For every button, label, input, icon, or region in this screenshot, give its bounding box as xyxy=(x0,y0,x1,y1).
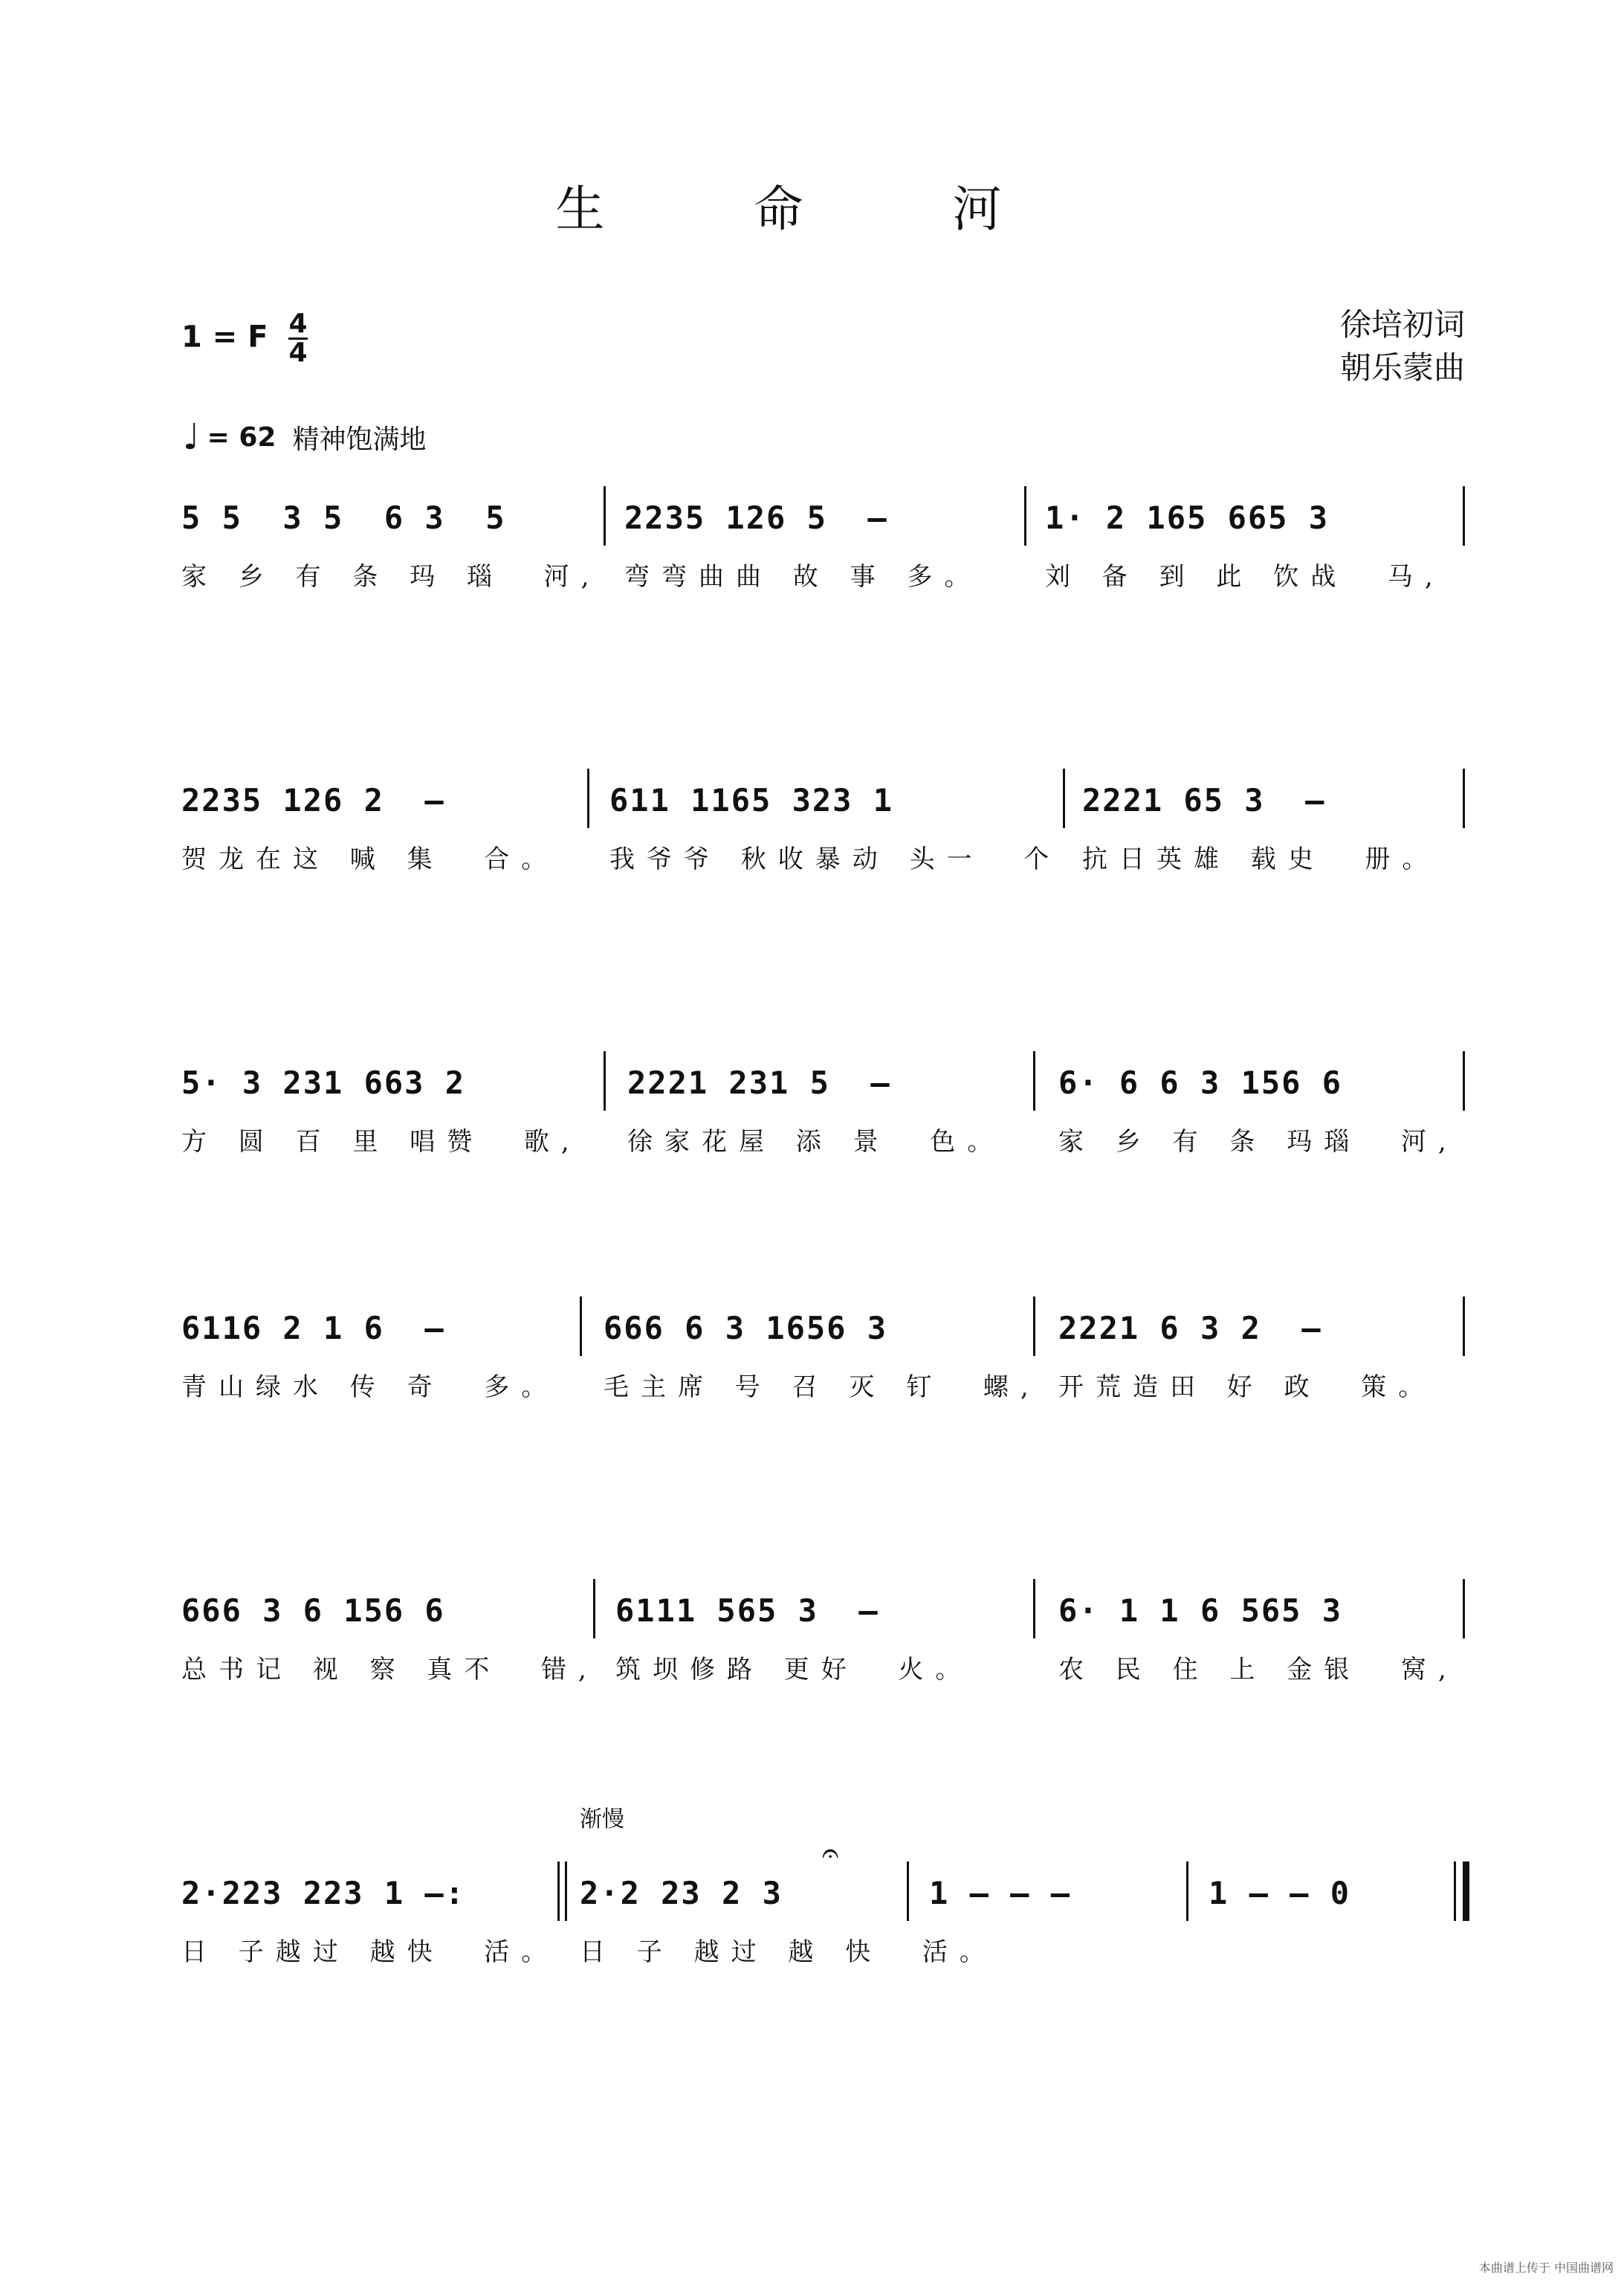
lyric-line: 徐家花屋 添 景 色。 xyxy=(627,1127,1005,1157)
final-barline xyxy=(1463,1861,1469,1921)
measure: 666 6 3 1656 3 xyxy=(604,1310,888,1346)
barline xyxy=(1024,486,1026,546)
key-label: 1 = F xyxy=(181,320,268,355)
measure: 2221 6 3 2 – xyxy=(1058,1310,1322,1346)
measure: 2235 126 2 – xyxy=(181,782,445,818)
lyric-line: 农 民 住 上 金银 窝, xyxy=(1058,1655,1458,1685)
barline xyxy=(1033,1579,1035,1638)
measure: 1 – – 0 xyxy=(1209,1875,1351,1911)
notes-row xyxy=(178,1875,1472,1927)
staff-system-4 xyxy=(178,1310,1472,1421)
lyric-line: 方 圆 百 里 唱赞 歌, xyxy=(181,1127,581,1157)
notes-row xyxy=(178,500,1472,552)
measure: 5· 3 231 663 2 xyxy=(181,1065,466,1101)
lyric-line: 家 乡 有 条 玛 瑙 河, xyxy=(181,562,601,592)
measure: 2221 231 5 – xyxy=(627,1065,891,1101)
lyrics-row xyxy=(178,1121,1472,1166)
composer: 朝乐蒙曲 xyxy=(1339,349,1465,386)
barline xyxy=(593,1579,595,1638)
lyrics-row xyxy=(178,556,1472,601)
tempo-expression: 精神饱满地 xyxy=(292,424,427,455)
measure: 2·223 223 1 –: xyxy=(181,1875,466,1911)
barline xyxy=(1186,1861,1188,1921)
measure: 6111 565 3 – xyxy=(615,1592,879,1629)
barline xyxy=(565,1861,567,1921)
staff-system-3 xyxy=(178,1065,1472,1176)
lyric-line: 总书记 视 察 真不 错, xyxy=(181,1655,598,1685)
notes-row xyxy=(178,1310,1472,1362)
credits xyxy=(1340,303,1465,390)
barline xyxy=(1033,1297,1035,1356)
key-signature xyxy=(181,311,308,366)
tempo-marking xyxy=(183,416,426,458)
lyricist: 徐培初词 xyxy=(1339,306,1465,343)
measure: 666 3 6 156 6 xyxy=(181,1592,445,1629)
barline xyxy=(1463,1051,1465,1111)
staff-system-1 xyxy=(178,500,1472,611)
lyric-line: 筑坝修路 更好 火。 xyxy=(615,1655,973,1685)
barline xyxy=(557,1861,560,1921)
measure: 1· 2 165 665 3 xyxy=(1045,500,1330,536)
notes-row xyxy=(178,1065,1472,1117)
lyric-line: 青山绿水 传 奇 多。 xyxy=(181,1372,559,1402)
notes-row xyxy=(178,1592,1472,1644)
lyric-line: 我爷爷 秋收暴动 头一 个 xyxy=(609,845,1061,874)
measure: 2235 126 5 – xyxy=(624,500,888,536)
measure: 6· 6 6 3 156 6 xyxy=(1058,1065,1343,1101)
page-title: 生 命 河 xyxy=(555,181,1069,238)
barline xyxy=(604,1051,606,1111)
lyric-line: 家 乡 有 条 玛瑙 河, xyxy=(1058,1127,1458,1157)
lyric-line: 贺龙在这 喊 集 合。 xyxy=(181,845,559,874)
lyrics-row xyxy=(178,1366,1472,1411)
barline xyxy=(1454,1861,1456,1921)
lyrics-row xyxy=(178,839,1472,883)
barline xyxy=(1463,486,1465,546)
quarter-note-icon: ♩ xyxy=(183,416,200,458)
lyric-line: 刘 备 到 此 饮战 马, xyxy=(1045,562,1445,592)
staff-system-2 xyxy=(178,782,1472,894)
lyric-line: 弯弯曲曲 故 事 多。 xyxy=(624,562,982,592)
barline xyxy=(1463,769,1465,828)
fermata-icon: 𝄐 xyxy=(822,1836,839,1870)
tempo-value: = 62 xyxy=(207,422,276,453)
barline xyxy=(587,769,589,828)
measure: 2221 65 3 – xyxy=(1082,782,1326,818)
barline xyxy=(1463,1297,1465,1356)
time-bottom: 4 xyxy=(288,338,308,368)
barline xyxy=(1463,1579,1465,1638)
measure: 5 5 3 5 6 3 5 xyxy=(181,500,506,536)
lyric-line: 日 子越过 越快 活。 xyxy=(181,1937,559,1967)
measure: 1 – – – xyxy=(929,1875,1072,1911)
barline xyxy=(604,486,606,546)
lyric-line: 毛主席 号 召 灭 钉 螺, xyxy=(604,1372,1041,1402)
lyrics-row xyxy=(178,1649,1472,1693)
measure: 2·2 23 2 3 xyxy=(580,1875,783,1911)
barline xyxy=(1033,1051,1035,1111)
measure: 6· 1 1 6 565 3 xyxy=(1058,1592,1343,1629)
site-watermark: 本曲谱上传于 中国曲谱网 xyxy=(1478,2261,1614,2275)
staff-system-6 xyxy=(178,1806,1472,1986)
barline xyxy=(580,1297,582,1356)
measure: 6116 2 1 6 – xyxy=(181,1310,445,1346)
lyric-line: 开荒造田 好 政 策。 xyxy=(1058,1372,1436,1402)
lyric-line: 抗日英雄 载史 册。 xyxy=(1082,845,1440,874)
lyric-line: 日 子 越过 越 快 活。 xyxy=(580,1937,997,1967)
measure: 611 1165 323 1 xyxy=(609,782,894,818)
time-top: 4 xyxy=(288,309,308,339)
time-signature xyxy=(288,311,307,366)
barline xyxy=(1063,769,1065,828)
ritardando-annotation: 渐慢 xyxy=(580,1806,624,1832)
lyrics-row xyxy=(178,1931,1472,1976)
staff-system-5 xyxy=(178,1592,1472,1704)
notes-row xyxy=(178,782,1472,834)
barline xyxy=(907,1861,909,1921)
